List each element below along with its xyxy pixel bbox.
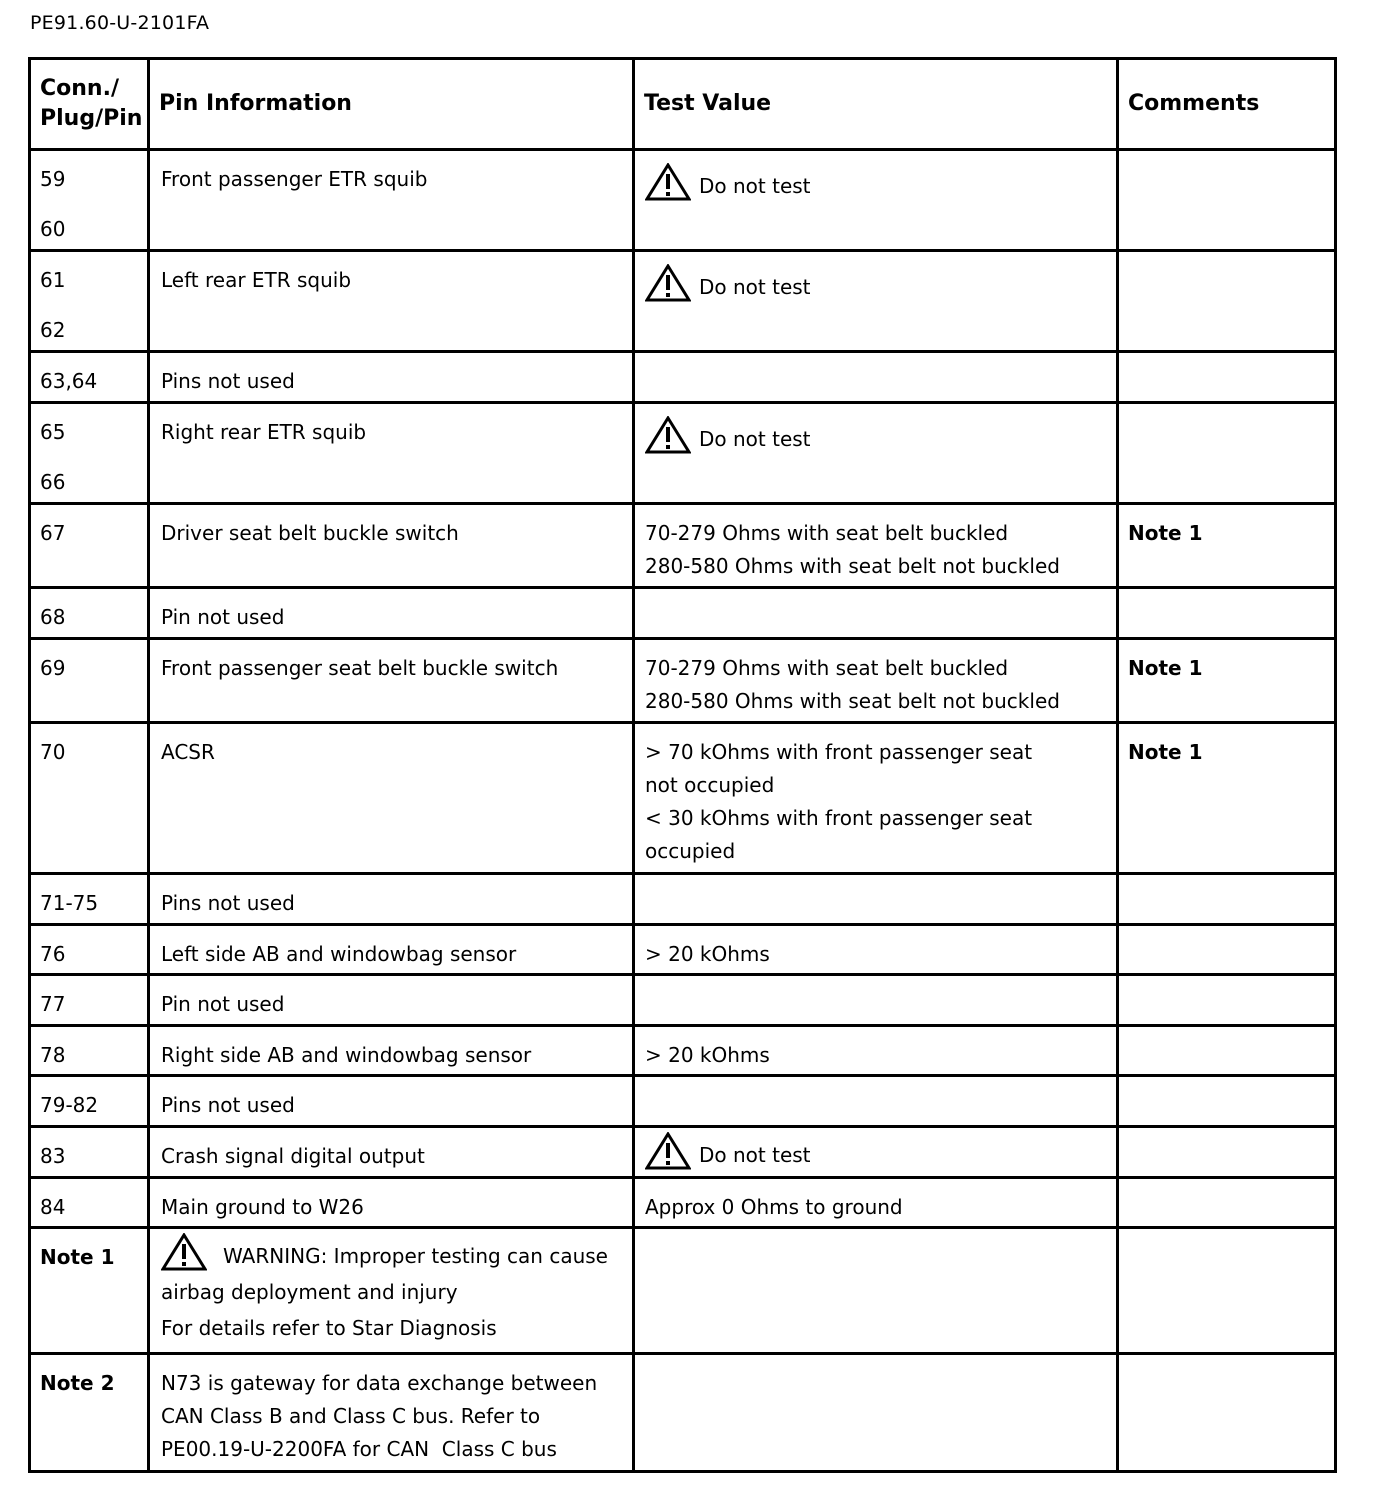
test-value-line: 70-279 Ohms with seat belt buckled — [645, 521, 1009, 545]
comment-cell — [1118, 925, 1336, 975]
test-value-line: 280-580 Ohms with seat belt not buckled — [645, 689, 1060, 713]
table-row — [30, 1026, 1336, 1076]
pin-cell — [30, 588, 149, 639]
comment-cell — [1118, 403, 1336, 504]
table-row — [30, 403, 1336, 504]
pin-cell — [30, 504, 149, 588]
test-value-text: Do not test — [699, 275, 811, 299]
pin-info-cell: Main ground to W26 — [149, 1178, 634, 1228]
pin-cell — [30, 723, 149, 874]
pin-cell — [30, 251, 149, 352]
pin-info-cell: Crash signal digital output — [149, 1127, 634, 1178]
pin-info-cell: Right rear ETR squib — [149, 403, 634, 504]
table-row — [30, 251, 1336, 352]
note-warning-text: WARNING: Improper testing can cause — [223, 1244, 608, 1268]
pin-number: 66 — [40, 470, 66, 494]
comment-cell: Note 1 — [1118, 504, 1336, 588]
pin-number: 78 — [40, 1043, 66, 1067]
pin-table — [28, 57, 1337, 1473]
table-row — [30, 723, 1336, 874]
pin-cell — [30, 150, 149, 251]
header-comments: Comments — [1118, 59, 1336, 150]
pin-cell — [30, 1127, 149, 1178]
table-row — [30, 150, 1336, 251]
test-value-line: not occupied — [645, 773, 775, 797]
pin-info-cell: Right side AB and windowbag sensor — [149, 1026, 634, 1076]
comment-cell — [1118, 1127, 1336, 1178]
pin-number: 63,64 — [40, 369, 98, 393]
pin-info-cell: Pins not used — [149, 874, 634, 925]
note-label: Note 1 — [30, 1228, 149, 1354]
note-line: N73 is gateway for data exchange between — [161, 1371, 598, 1395]
pin-number: 65 — [40, 420, 66, 444]
test-value-cell — [634, 1076, 1118, 1127]
pin-cell — [30, 1178, 149, 1228]
table-row — [30, 874, 1336, 925]
pin-number: 77 — [40, 992, 66, 1016]
test-value-line: occupied — [645, 839, 736, 863]
pin-number: 76 — [40, 942, 66, 966]
table-row — [30, 504, 1336, 588]
pin-cell — [30, 975, 149, 1026]
table-row — [30, 352, 1336, 403]
test-value-cell — [634, 1127, 1118, 1178]
pin-cell — [30, 1076, 149, 1127]
pin-info-cell: Pins not used — [149, 352, 634, 403]
note-line: airbag deployment and injury — [161, 1280, 458, 1304]
pin-cell — [30, 874, 149, 925]
pin-number: 60 — [40, 217, 66, 241]
comment-cell — [1118, 1354, 1336, 1472]
test-value-cell — [634, 1354, 1118, 1472]
comment-cell — [1118, 874, 1336, 925]
warning-triangle-icon — [161, 1233, 207, 1271]
pin-number: 79-82 — [40, 1093, 99, 1117]
pin-info-cell: ACSR — [149, 723, 634, 874]
pin-cell — [30, 1026, 149, 1076]
note-text-cell — [149, 1228, 634, 1354]
test-value-cell: > 20 kOhms — [634, 925, 1118, 975]
pin-cell — [30, 352, 149, 403]
warning-triangle-icon — [645, 264, 691, 302]
test-value-cell — [634, 352, 1118, 403]
table-header-row — [30, 59, 1336, 150]
table-row — [30, 975, 1336, 1026]
test-value-text: Do not test — [699, 427, 811, 451]
note-label: Note 2 — [30, 1354, 149, 1472]
table-row — [30, 588, 1336, 639]
pin-info-cell: Left side AB and windowbag sensor — [149, 925, 634, 975]
comment-cell — [1118, 1178, 1336, 1228]
note-line: CAN Class B and Class C bus. Refer to — [161, 1404, 541, 1428]
test-value-cell — [634, 1228, 1118, 1354]
pin-number: 84 — [40, 1195, 66, 1219]
pin-info-cell: Pin not used — [149, 975, 634, 1026]
note-row — [30, 1354, 1336, 1472]
test-value-cell — [634, 588, 1118, 639]
test-value-line: 280-580 Ohms with seat belt not buckled — [645, 554, 1060, 578]
comment-cell — [1118, 352, 1336, 403]
pin-info-cell: Front passenger ETR squib — [149, 150, 634, 251]
test-value-line: 70-279 Ohms with seat belt buckled — [645, 656, 1009, 680]
test-value-cell: Approx 0 Ohms to ground — [634, 1178, 1118, 1228]
test-value-line: < 30 kOhms with front passenger seat — [645, 806, 1033, 830]
test-value-text: Do not test — [699, 1143, 811, 1167]
test-value-cell — [634, 251, 1118, 352]
warning-triangle-icon — [645, 163, 691, 201]
header-conn: Conn./ Plug/Pin — [30, 59, 149, 150]
pin-cell — [30, 403, 149, 504]
pin-cell — [30, 925, 149, 975]
comment-cell — [1118, 1076, 1336, 1127]
note-row — [30, 1228, 1336, 1354]
comment-cell — [1118, 1228, 1336, 1354]
table-row — [30, 639, 1336, 723]
comment-cell — [1118, 975, 1336, 1026]
pin-cell — [30, 639, 149, 723]
pin-number: 70 — [40, 740, 66, 764]
pin-number: 62 — [40, 318, 66, 342]
pin-info-cell: Driver seat belt buckle switch — [149, 504, 634, 588]
note-line: For details refer to Star Diagnosis — [161, 1316, 497, 1340]
test-value-cell — [634, 403, 1118, 504]
pin-number: 67 — [40, 521, 66, 545]
table-row — [30, 1127, 1336, 1178]
test-value-cell: > 20 kOhms — [634, 1026, 1118, 1076]
pin-info-cell: Pin not used — [149, 588, 634, 639]
comment-cell: Note 1 — [1118, 723, 1336, 874]
header-pin-info: Pin Information — [149, 59, 634, 150]
document-id: PE91.60-U-2101FA — [30, 12, 210, 34]
note-text-cell — [149, 1354, 634, 1472]
warning-triangle-icon — [645, 1132, 691, 1170]
pin-info-cell: Pins not used — [149, 1076, 634, 1127]
test-value-line: > 70 kOhms with front passenger seat — [645, 740, 1033, 764]
comment-cell — [1118, 588, 1336, 639]
test-value-cell — [634, 504, 1118, 588]
pin-number: 83 — [40, 1144, 66, 1168]
pin-number: 68 — [40, 605, 66, 629]
table-row — [30, 1178, 1336, 1228]
table-row — [30, 1076, 1336, 1127]
test-value-cell — [634, 975, 1118, 1026]
test-value-cell — [634, 639, 1118, 723]
pin-number: 69 — [40, 656, 66, 680]
pin-info-cell: Front passenger seat belt buckle switch — [149, 639, 634, 723]
note-line — [161, 1233, 624, 1274]
test-value-text: Do not test — [699, 174, 811, 198]
header-test-value: Test Value — [634, 59, 1118, 150]
pin-number: 59 — [40, 167, 66, 191]
pin-number: 61 — [40, 268, 66, 292]
comment-cell — [1118, 1026, 1336, 1076]
comment-cell — [1118, 150, 1336, 251]
test-value-cell — [634, 150, 1118, 251]
pin-info-cell: Left rear ETR squib — [149, 251, 634, 352]
test-value-cell — [634, 874, 1118, 925]
table-row — [30, 925, 1336, 975]
pin-number: 71-75 — [40, 891, 99, 915]
comment-cell: Note 1 — [1118, 639, 1336, 723]
comment-cell — [1118, 251, 1336, 352]
test-value-cell — [634, 723, 1118, 874]
warning-triangle-icon — [645, 416, 691, 454]
note-line: PE00.19-U-2200FA for CAN Class C bus — [161, 1437, 557, 1461]
